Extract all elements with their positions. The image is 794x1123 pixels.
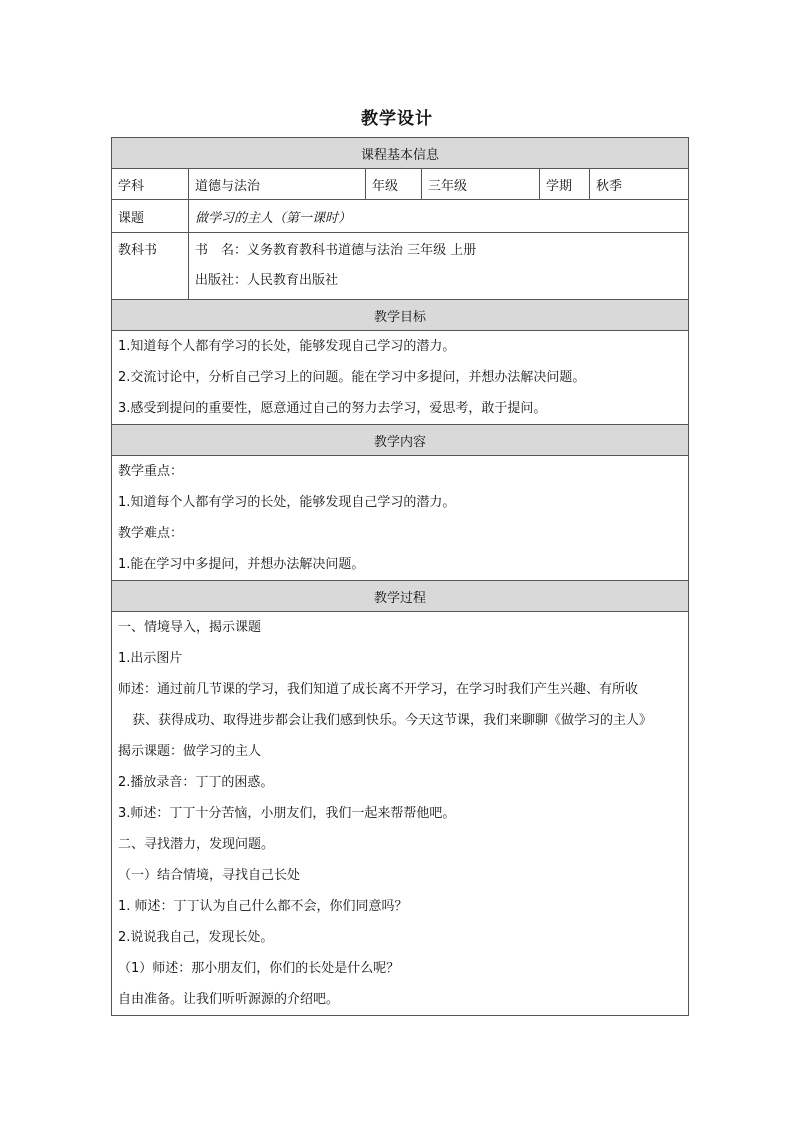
process-line: （一）结合情境，寻找自己长处 [118,868,301,883]
process-line: （1）师述：那小朋友们，你们的长处是什么呢？ [118,961,400,976]
key-points-label: 教学重点： [118,464,184,479]
document-title: 教学设计 [361,109,433,129]
grade-label: 年级 [366,169,422,200]
process-line: 一、情境导入，揭示课题 [118,620,262,635]
objectives-header: 教学目标 [112,300,689,331]
topic-value: 做学习的主人（第一课时） [189,200,689,233]
textbook-row [112,233,689,300]
process-line: 二、寻找潜力，发现问题。 [118,837,275,852]
textbook-info [189,233,689,300]
objectives-list [112,331,689,425]
process-line: 获、获得成功、取得进步都会让我们感到快乐。今天这节课，我们来聊聊《做学习的主人》 [132,713,653,728]
term-value: 秋季 [590,169,689,200]
content-header: 教学内容 [112,425,689,456]
difficulty-item: 1.能在学习中多提问，并想办法解决问题。 [118,557,365,572]
process-body [112,612,689,1016]
subject-value: 道德与法治 [189,169,366,200]
textbook-publisher: 出版社：人民教育出版社 [195,273,339,288]
objectives-row [112,331,689,425]
subject-grade-term-row [112,169,689,200]
content-header-row [112,425,689,456]
basic-info-header: 课程基本信息 [112,138,689,169]
term-label: 学期 [540,169,590,200]
grade-value: 三年级 [422,169,540,200]
process-line: 2.播放录音：丁丁的困惑。 [118,775,274,790]
basic-info-header-row [112,138,689,169]
topic-row [112,200,689,233]
difficulty-label: 教学难点： [118,526,184,541]
process-line: 1. 师述：丁丁认为自己什么都不会，你们同意吗？ [118,899,408,914]
process-line: 师述：通过前几节课的学习，我们知道了成长离不开学习，在学习时我们产生兴趣、有所收 [118,682,639,697]
process-row [112,612,689,1016]
process-line: 3.师述：丁丁十分苦恼，小朋友们，我们一起来帮帮他吧。 [118,806,456,821]
content-row [112,456,689,581]
subject-label: 学科 [112,169,189,200]
objective-item: 1.知道每个人都有学习的长处，能够发现自己学习的潜力。 [118,339,456,354]
content-body [112,456,689,581]
key-point-item: 1.知道每个人都有学习的长处，能够发现自己学习的潜力。 [118,495,456,510]
process-line: 2.说说我自己，发现长处。 [118,930,274,945]
process-header: 教学过程 [112,581,689,612]
textbook-label: 教科书 [112,233,189,300]
lesson-plan-table [111,137,689,1016]
textbook-name: 书 名：义务教育教科书道德与法治 三年级 上册 [195,243,477,258]
objectives-header-row [112,300,689,331]
process-header-row [112,581,689,612]
process-line: 自由准备。让我们听听源源的介绍吧。 [118,992,340,1007]
objective-item: 3.感受到提问的重要性，愿意通过自己的努力去学习，爱思考，敢于提问。 [118,401,547,416]
process-line: 1.出示图片 [118,651,183,666]
objective-item: 2.交流讨论中，分析自己学习上的问题。能在学习中多提问，并想办法解决问题。 [118,370,586,385]
process-line: 揭示课题：做学习的主人 [118,744,262,759]
topic-label: 课题 [112,200,189,233]
